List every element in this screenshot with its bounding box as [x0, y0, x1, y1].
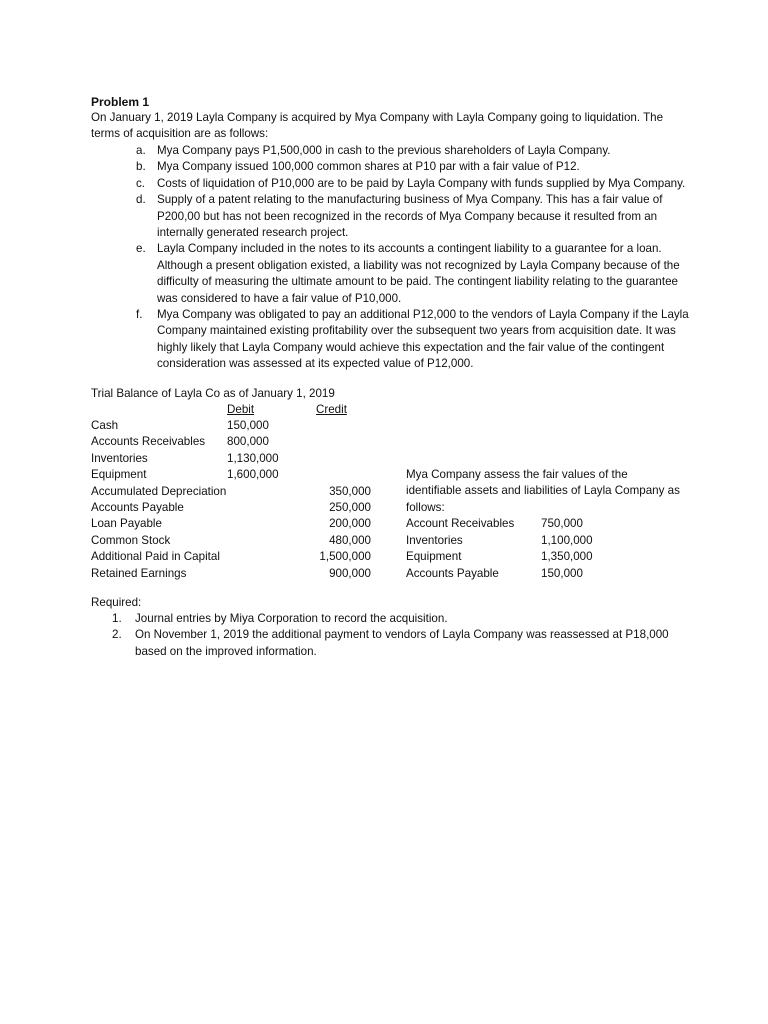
credit-amount: 200,000: [329, 517, 371, 531]
credit-amount: 250,000: [329, 501, 371, 514]
debit-column-header: Debit: [227, 403, 255, 416]
debit-amount: 1,600,000: [227, 468, 279, 482]
fair-value-row: [406, 516, 646, 532]
account-name: Inventories: [91, 451, 148, 465]
fair-value-row: [406, 566, 646, 582]
list-marker: 2.: [112, 628, 122, 642]
credit-amount: 480,000: [329, 533, 371, 547]
list-item: [91, 176, 691, 192]
debit-amount: 800,000: [227, 435, 269, 449]
credit-amount: 350,000: [329, 484, 371, 498]
account-name: Equipment: [91, 468, 147, 482]
list-marker: b.: [136, 160, 146, 174]
account-name: Loan Payable: [91, 517, 162, 531]
list-item-text: Supply of a patent relating to the manufacturing business of Mya Company. This has a fair value of P200,00 but has not been recognized in the records of Mya Company because it resulted from an internally generated research project.: [157, 193, 663, 240]
account-name: Retained Earnings: [91, 566, 187, 580]
table-row: [91, 549, 371, 565]
debit-amount: 1,130,000: [227, 451, 279, 465]
fair-value-amount: 1,100,000: [541, 533, 593, 547]
list-item: [91, 627, 691, 660]
list-item-text: Mya Company was obligated to pay an additional P12,000 to the vendors of Layla Company if the Layla Company maintained existing profitability over the subsequent two years from acquisition date. It was highly likely that Layla Company would achieve this expectation and the fair value of the contingent consideration was assessed at its expected value of P12,000.: [157, 308, 689, 371]
acquisition-terms-list: [91, 143, 691, 373]
table-row: [91, 451, 371, 467]
list-item-text: On November 1, 2019 the additional payment to vendors of Layla Company was reassessed at P18,000 based on the improved information.: [135, 628, 669, 658]
list-marker: d.: [136, 193, 146, 207]
list-item: [91, 307, 691, 373]
fair-value-row: [406, 533, 646, 549]
fair-value-item: Inventories: [406, 533, 463, 547]
list-item-text: Mya Company issued 100,000 common shares at P10 par with a fair value of P12.: [157, 160, 580, 174]
fair-value-amount: 150,000: [541, 566, 583, 580]
fair-value-intro: Mya Company assess the fair values of the identifiable assets and liabilities of Layla Company as follows:: [406, 468, 680, 514]
fair-value-item: Accounts Payable: [406, 566, 499, 580]
list-item: [91, 192, 691, 241]
table-row: [91, 500, 371, 516]
fair-value-row: [406, 549, 646, 565]
list-marker: c.: [136, 176, 146, 190]
table-row: [91, 566, 371, 582]
list-item-text: Layla Company included in the notes to its accounts a contingent liability to a guarantee for a loan. Although a present obligation existed, a liability was not recognized by Layla Company because of the difficulty of measuring the ultimate amount to be paid. The contingent liability relating to the guarantee was considered to have a fair value of P10,000.: [157, 242, 680, 305]
list-marker: e.: [136, 242, 146, 256]
required-title: Required:: [91, 596, 142, 609]
table-row: [91, 484, 371, 500]
account-name: Cash: [91, 419, 119, 432]
trial-balance-title: Trial Balance of Layla Co as of January 1, 2019: [91, 387, 335, 400]
credit-amount: 900,000: [329, 566, 371, 580]
account-name: Accounts Receivables: [91, 435, 206, 449]
credit-column-header: Credit: [316, 403, 347, 416]
problem-title: Problem 1: [91, 95, 150, 109]
table-row: [91, 418, 371, 434]
account-name: Accumulated Depreciation: [91, 484, 227, 498]
fair-value-amount: 1,350,000: [541, 550, 593, 564]
account-name: Additional Paid in Capital: [91, 550, 220, 564]
table-row: [91, 516, 371, 532]
list-marker: a.: [136, 144, 146, 157]
list-item: [91, 241, 691, 307]
table-row: [91, 467, 371, 483]
list-item: [91, 611, 691, 627]
required-list: [91, 611, 691, 660]
list-item-text: Costs of liquidation of P10,000 are to be paid by Layla Company with funds supplied by Mya Company.: [157, 176, 686, 190]
debit-amount: 150,000: [227, 419, 269, 432]
fair-value-amount: 750,000: [541, 517, 583, 531]
account-name: Accounts Payable: [91, 501, 184, 514]
account-name: Common Stock: [91, 533, 171, 547]
credit-amount: 1,500,000: [319, 550, 371, 564]
list-item: [91, 143, 691, 159]
table-row: [91, 533, 371, 549]
list-marker: f.: [136, 308, 143, 322]
table-row: [91, 434, 371, 450]
list-item: [91, 159, 691, 175]
list-marker: 1.: [112, 612, 122, 625]
intro-paragraph: On January 1, 2019 Layla Company is acquired by Mya Company with Layla Company going to liquidation. The terms of acquisition are as follows:: [91, 111, 664, 141]
list-item-text: Journal entries by Miya Corporation to record the acquisition.: [135, 612, 448, 625]
fair-value-item: Equipment: [406, 550, 462, 564]
list-item-text: Mya Company pays P1,500,000 in cash to the previous shareholders of Layla Company.: [157, 144, 611, 157]
fair-value-item: Account Receivables: [406, 517, 515, 531]
